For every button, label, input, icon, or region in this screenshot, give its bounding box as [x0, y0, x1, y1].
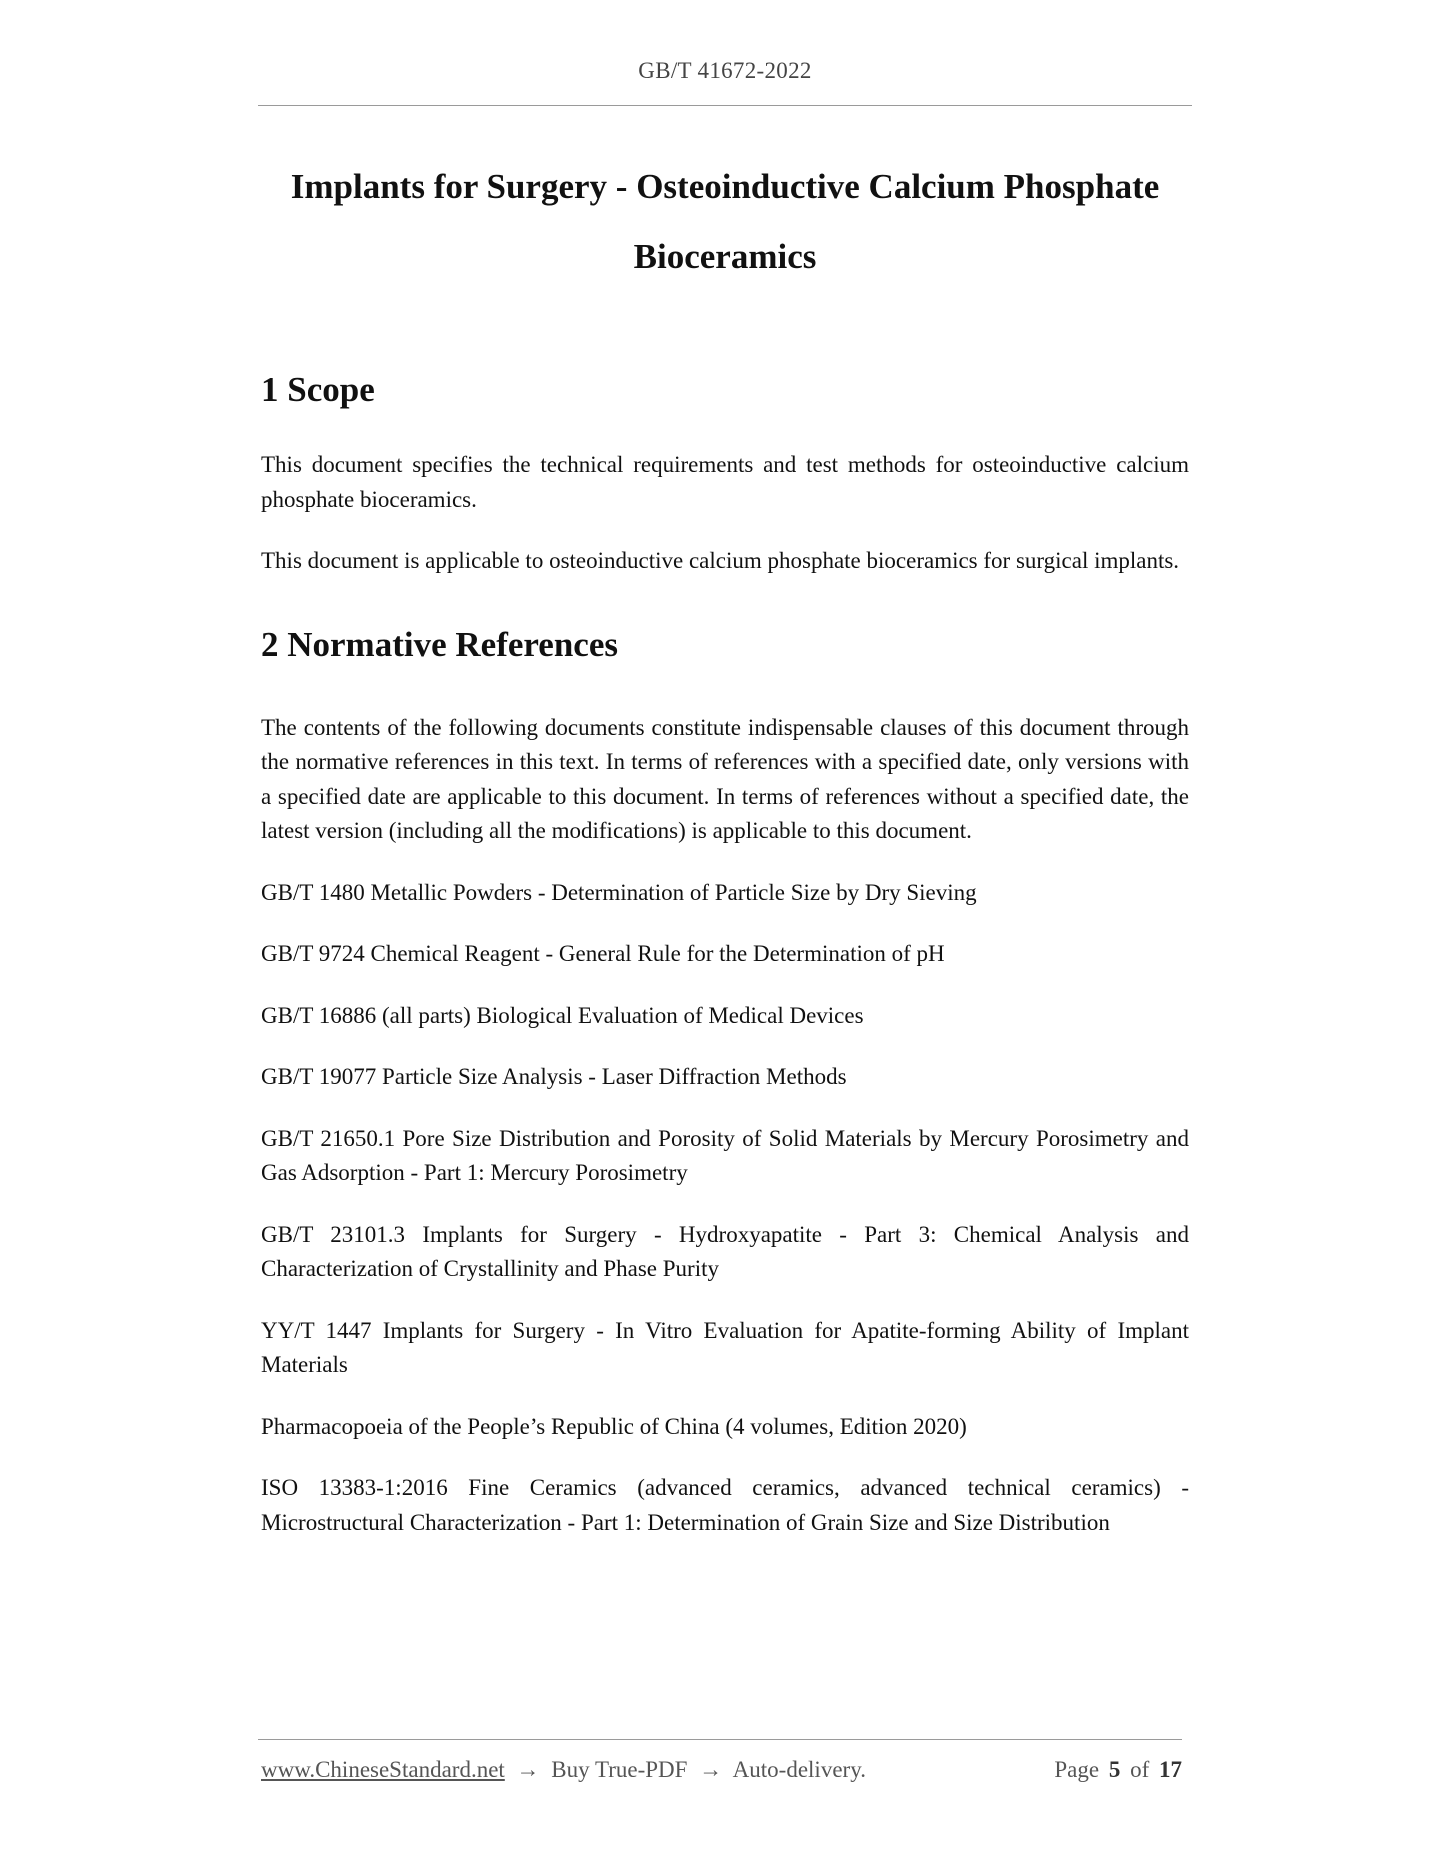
section-scope	[261, 360, 1189, 579]
reference-item: GB/T 19077 Particle Size Analysis - Laser Diffraction Methods	[261, 1064, 847, 1089]
reference-list	[261, 876, 1189, 1541]
arrow-right-icon: →	[699, 1757, 723, 1782]
auto-delivery-text: Auto-delivery.	[732, 1757, 866, 1782]
normative-references-heading: 2 Normative References	[261, 624, 618, 664]
page-total: 17	[1159, 1757, 1182, 1782]
reference-item: GB/T 16886 (all parts) Biological Evaluation of Medical Devices	[261, 1002, 864, 1028]
document-title	[258, 152, 1192, 292]
scope-paragraph: This document is applicable to osteoinductive calcium phosphate bioceramics for surgical implants.	[261, 548, 1180, 573]
title-line-1: Implants for Surgery - Osteoinductive Calcium Phosphate	[290, 167, 1160, 206]
page-footer	[261, 1757, 1182, 1783]
reference-item: GB/T 21650.1 Pore Size Distribution and Porosity of Solid Materials by Mercury Porosimetry and Gas Adsorption - Part 1: Mercury Porosimetry	[261, 1125, 1189, 1185]
document-body	[261, 360, 1189, 1540]
reference-item: ISO 13383-1:2016 Fine Ceramics (advanced ceramics, advanced technical ceramics) - Microstructural Characterization - Part 1: Determination of Grain Size and Size Distribution	[261, 1475, 1189, 1535]
footer-divider	[258, 1739, 1182, 1740]
buy-true-pdf-text: Buy True-PDF	[551, 1757, 688, 1782]
reference-item: GB/T 1480 Metallic Powders - Determination of Particle Size by Dry Sieving	[261, 879, 977, 905]
page-of-label: of	[1130, 1757, 1150, 1782]
header-divider	[258, 105, 1192, 106]
scope-heading: 1 Scope	[261, 370, 375, 409]
arrow-right-icon: →	[516, 1757, 540, 1782]
page-label: Page	[1054, 1757, 1100, 1782]
page-number	[1050, 1757, 1182, 1783]
normative-references-intro: The contents of the following documents constitute indispensable clauses of this document through the normative references in this text. In terms of references with a specified date, only versions with a specified date are applicable to this document. In terms of references without a specified date, the latest version (including all the modifications) is applicable to this document.	[261, 714, 1189, 843]
title-line-2: Bioceramics	[633, 237, 817, 276]
reference-item: YY/T 1447 Implants for Surgery - In Vitro Evaluation for Apatite-forming Ability of Implant Materials	[261, 1317, 1189, 1377]
document-code-header: GB/T 41672-2022	[638, 58, 812, 83]
footer-promo	[261, 1757, 866, 1783]
scope-paragraph: This document specifies the technical requirements and test methods for osteoinductive calcium phosphate bioceramics.	[261, 452, 1189, 512]
reference-item: GB/T 23101.3 Implants for Surgery - Hydroxyapatite - Part 3: Chemical Analysis and Characterization of Crystallinity and Phase Purity	[261, 1221, 1189, 1281]
reference-item: Pharmacopoeia of the People’s Republic of China (4 volumes, Edition 2020)	[261, 1413, 967, 1439]
reference-item: GB/T 9724 Chemical Reagent - General Rule for the Determination of pH	[261, 941, 945, 966]
site-link[interactable]: www.ChineseStandard.net	[261, 1757, 505, 1782]
section-normative-references	[261, 615, 1189, 1541]
page-current: 5	[1108, 1757, 1121, 1782]
